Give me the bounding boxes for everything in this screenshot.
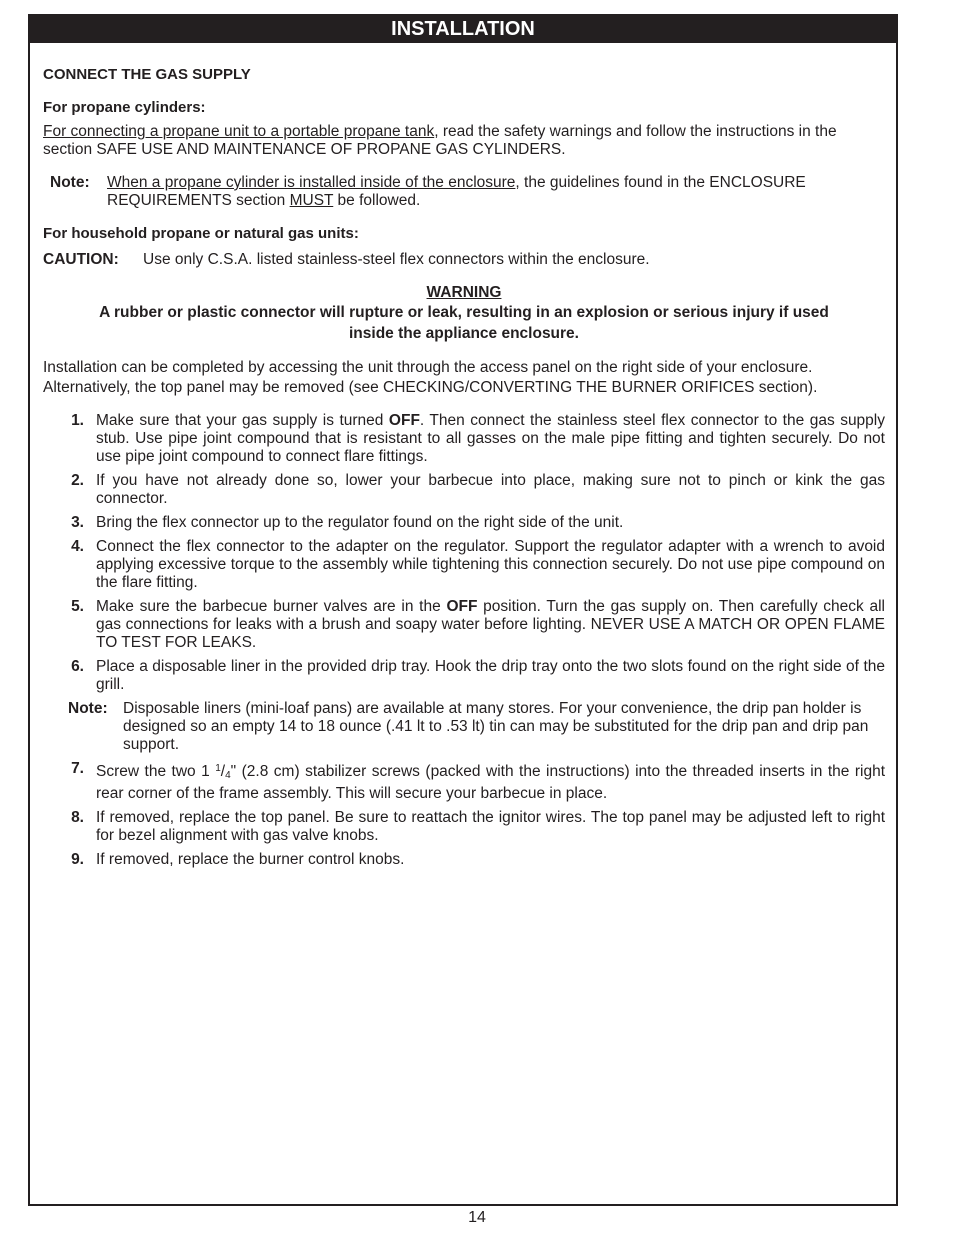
warning-title: WARNING <box>426 284 502 301</box>
caution-label: CAUTION: <box>43 251 119 268</box>
page-frame <box>28 14 898 1206</box>
content-body <box>43 66 885 875</box>
warning-line-1: A rubber or plastic connector will rupture or leak, resulting in an explosion or serious injury if used <box>99 304 829 321</box>
installation-steps <box>43 412 885 869</box>
drip-pan-note-text: Disposable liners (mini-loaf pans) are available at many stores. For your convenience, the drip pan holder is designed so an empty 14 to 18 ounce (.41 lt to .53 lt) tin can may be substituted for the drip pan and drip pan support. <box>123 700 869 753</box>
household-title: For household propane or natural gas units: <box>43 225 359 242</box>
step-8: 8. If removed, replace the top panel. Be sure to reattach the ignitor wires. The top panel may be adjusted left to right for bezel alignment with gas valve knobs. <box>71 809 885 844</box>
page-number: 14 <box>468 1209 486 1226</box>
section-header: INSTALLATION <box>30 16 896 43</box>
step-1: 1. Make sure that your gas supply is turned OFF. Then connect the stainless steel flex connector to the gas supply stub. Use pipe joint compound that is resistant to all gasses on the male pipe fitting and tighten securely. Do not use pipe joint compound to connect flare fittings. <box>71 412 885 465</box>
drip-pan-note <box>43 700 885 754</box>
step-6: 6. Place a disposable liner in the provided drip tray. Hook the drip tray onto the two slots found on the right side of the grill. <box>71 658 885 693</box>
step-7: 7. Screw the two 1 $^1/_4$" (2.8 cm) stabilizer screws (packed with the instructions) into the threaded inserts in the right rear corner of the frame assembly. This will secure your barbecue in place. <box>71 760 886 802</box>
caution-block <box>43 251 885 269</box>
step-2: 2. If you have not already done so, lower your barbecue into place, making sure not to pinch or kink the gas connector. <box>71 472 885 507</box>
propane-cylinders-title: For propane cylinders: <box>43 99 206 116</box>
step-9: 9. If removed, replace the burner control knobs. <box>71 851 405 868</box>
note-label: Note: <box>50 174 90 191</box>
installation-paragraph: Installation can be completed by accessing the unit through the access panel on the right side of your enclosure. Alternatively, the top panel may be removed (see CHECKING/CONVERTING THE BURNER ORIFICES section). <box>43 359 818 396</box>
warning-line-2: inside the appliance enclosure. <box>349 325 579 342</box>
step-4: 4. Connect the flex connector to the adapter on the regulator. Support the regulator adapter with a wrench to avoid applying excessive torque to the assembly while tightening this connection securely. Do not use pipe compound on the flare fitting. <box>71 538 885 591</box>
propane-cylinders-text: For connecting a propane unit to a portable propane tank, read the safety warnings and follow the instructions in the section SAFE USE AND MAINTENANCE OF PROPANE GAS CYLINDERS. <box>43 123 837 158</box>
step-5: 5. Make sure the barbecue burner valves are in the OFF position. Turn the gas supply on. Then carefully check all gas connections for leaks with a brush and soapy water before lighting. NEVER USE A MATCH OR OPEN FLAME TO TEST FOR LEAKS. <box>71 598 885 651</box>
caution-text: Use only C.S.A. listed stainless-steel flex connectors within the enclosure. <box>143 251 650 268</box>
enclosure-note <box>43 174 885 210</box>
warning-block <box>43 284 885 344</box>
fraction: $^1/_4$ <box>215 763 231 781</box>
note-text: When a propane cylinder is installed inside of the enclosure, the guidelines found in the ENCLOSURE REQUIREMENTS section MUST be followed. <box>107 174 806 209</box>
section-title: CONNECT THE GAS SUPPLY <box>43 66 251 83</box>
propane-link-text: For connecting a propane unit to a portable propane tank <box>43 123 435 140</box>
step-3: 3. Bring the flex connector up to the regulator found on the right side of the unit. <box>71 514 624 531</box>
drip-pan-note-label: Note: <box>68 700 108 717</box>
